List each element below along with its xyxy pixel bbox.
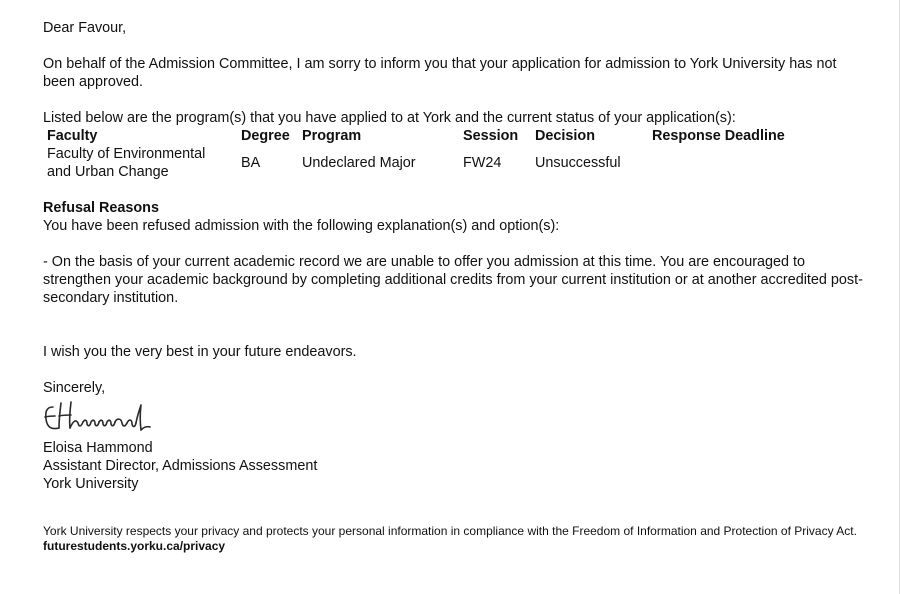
header-session: Session [463, 128, 519, 144]
refusal-reason: - On the basis of your current academic record we are unable to offer you admission at this time. You are encouraged to strengthen your academic background by completing additional credits from your current institution or at another accredited post-secondary institution. [43, 254, 863, 306]
application-status [43, 109, 873, 181]
intro-paragraph: On behalf of the Admission Committee, I am sorry to inform you that your application for admission to York University has not been approved. [43, 56, 837, 90]
signer-name: Eloisa Hammond [43, 440, 153, 456]
refusal-reasons-title: Refusal Reasons [43, 200, 159, 216]
cell-faculty: Faculty of Environmental and Urban Change [47, 146, 206, 180]
header-faculty: Faculty [47, 128, 98, 144]
sign-off: Sincerely, [43, 380, 106, 396]
listed-intro: Listed below are the program(s) that you have applied to at York and the current status of your application(s): [43, 110, 736, 126]
header-program: Program [302, 128, 362, 144]
closing-wish: I wish you the very best in your future endeavors. [43, 344, 357, 360]
status-table [43, 127, 836, 181]
refusal-intro: You have been refused admission with the following explanation(s) and option(s): [43, 218, 560, 234]
signer-title: Assistant Director, Admissions Assessment [43, 458, 318, 474]
cell-response-deadline [648, 145, 836, 181]
cell-session: FW24 [463, 155, 502, 171]
privacy-text: York University respects your privacy and protects your personal information in compliance with the Freedom of Information and Protection of Privacy Act. [43, 524, 857, 538]
cell-program: Undeclared Major [302, 155, 416, 171]
signature-image [43, 397, 873, 439]
header-decision: Decision [535, 128, 595, 144]
privacy-footer [43, 524, 863, 554]
greeting: Dear Favour, [43, 20, 127, 36]
cell-degree: BA [241, 155, 261, 171]
table-row [43, 145, 836, 181]
header-response-deadline: Response Deadline [652, 128, 785, 144]
cell-decision: Unsuccessful [535, 155, 621, 171]
signature-icon [43, 397, 153, 437]
table-header-row [43, 127, 836, 145]
header-degree: Degree [241, 128, 290, 144]
privacy-link[interactable]: futurestudents.yorku.ca/privacy [43, 539, 226, 553]
letter-body [43, 19, 873, 493]
signer-organization: York University [43, 476, 139, 492]
